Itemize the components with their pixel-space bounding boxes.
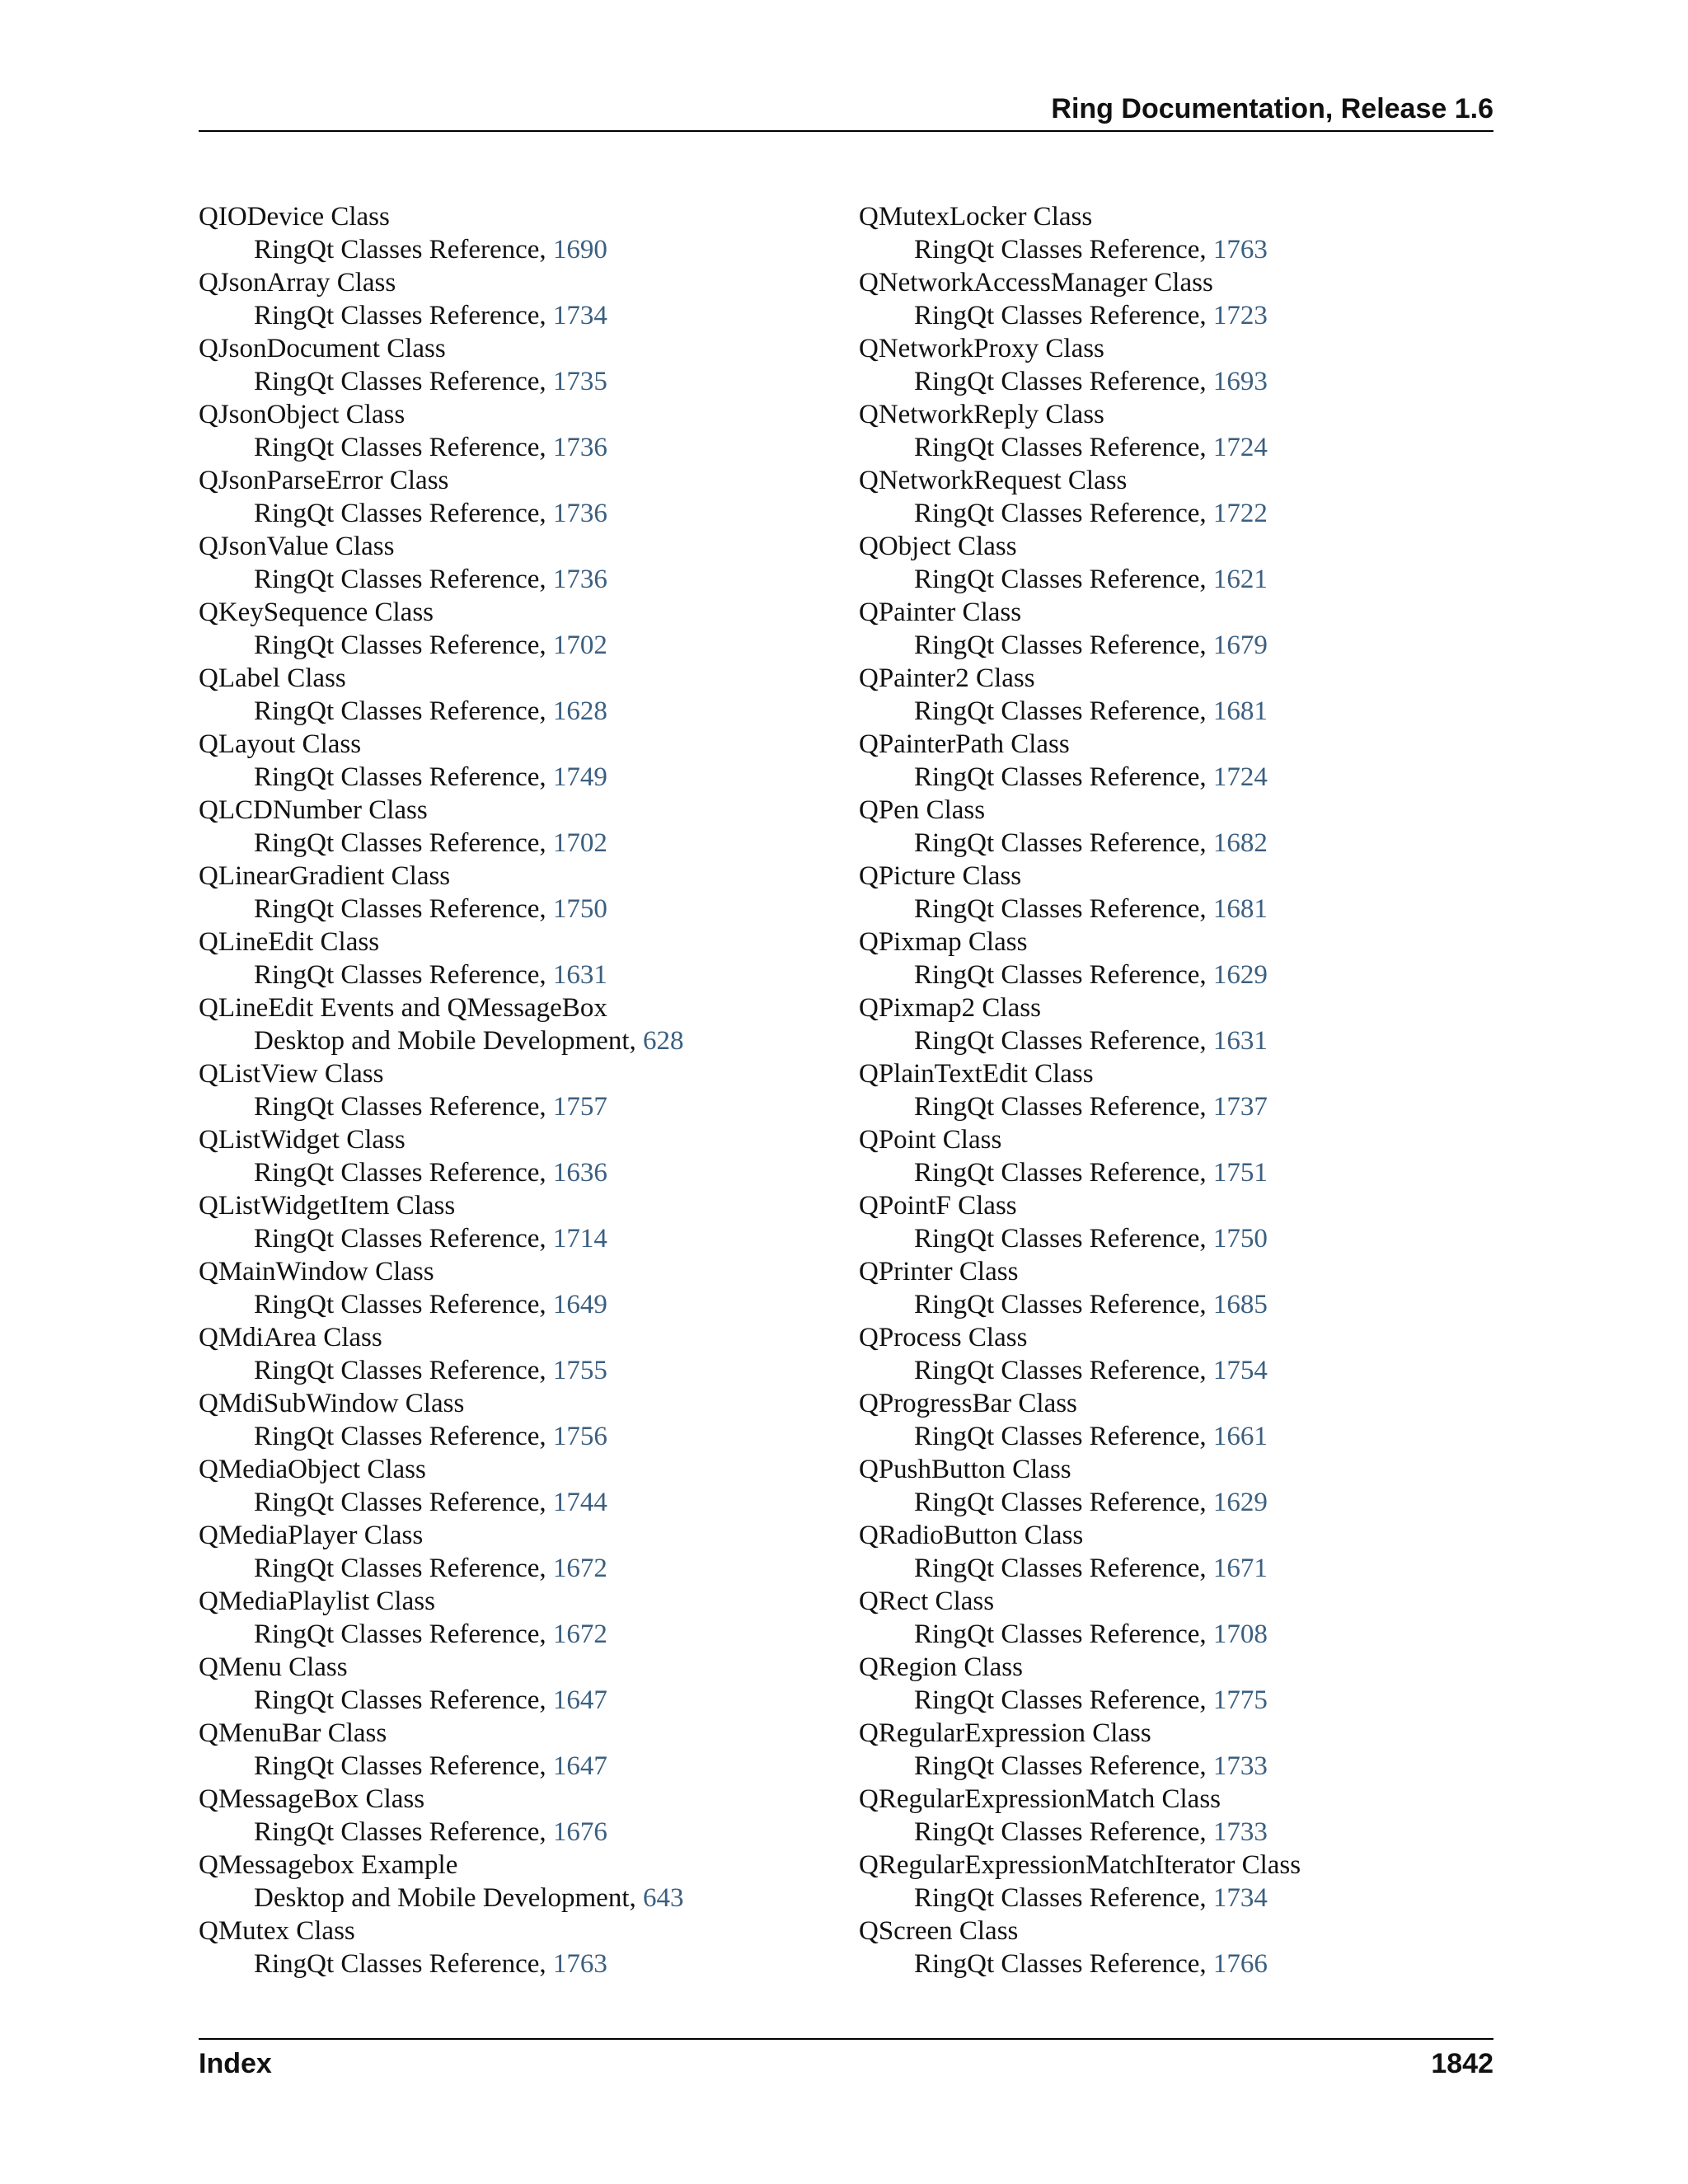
index-entry xyxy=(199,1321,842,1387)
index-ref-label: RingQt Classes Reference xyxy=(914,1224,1200,1254)
index-page-link[interactable]: 1735 xyxy=(552,367,607,396)
index-entry xyxy=(859,1849,1502,1915)
index-ref-label: RingQt Classes Reference xyxy=(914,433,1200,462)
index-subentry: RingQt Classes Reference, 1714 xyxy=(254,1224,607,1254)
index-term: QProgressBar Class xyxy=(859,1389,1077,1418)
index-subentry: RingQt Classes Reference, 1736 xyxy=(254,499,607,528)
index-page-link[interactable]: 1631 xyxy=(552,960,607,990)
index-subentry: RingQt Classes Reference, 1649 xyxy=(254,1290,607,1319)
index-ref-label: RingQt Classes Reference xyxy=(914,1158,1200,1188)
index-ref-label: RingQt Classes Reference xyxy=(254,960,540,990)
index-entry xyxy=(859,464,1502,530)
index-subentry: RingQt Classes Reference, 1754 xyxy=(914,1356,1268,1385)
index-term: QNetworkProxy Class xyxy=(859,334,1104,363)
index-term: QPoint Class xyxy=(859,1125,1002,1155)
index-page-link[interactable]: 1629 xyxy=(1212,960,1268,990)
index-term: QMessagebox Example xyxy=(199,1850,458,1880)
index-ref-label: RingQt Classes Reference xyxy=(914,696,1200,726)
index-page-link[interactable]: 1757 xyxy=(552,1092,607,1122)
index-ref-label: RingQt Classes Reference xyxy=(254,1619,540,1649)
index-subentry: RingQt Classes Reference, 1682 xyxy=(914,828,1268,858)
index-ref-label: RingQt Classes Reference xyxy=(914,960,1200,990)
index-term: QKeySequence Class xyxy=(199,598,434,627)
index-subentry: RingQt Classes Reference, 1737 xyxy=(914,1092,1268,1122)
index-ref-label: RingQt Classes Reference xyxy=(254,1488,540,1517)
index-term: QPainter2 Class xyxy=(859,663,1035,693)
index-page-link[interactable]: 1631 xyxy=(1212,1026,1268,1056)
index-entry xyxy=(199,1585,842,1651)
index-subentry: RingQt Classes Reference, 1750 xyxy=(914,1224,1268,1254)
index-page-link[interactable]: 1621 xyxy=(1212,565,1268,594)
index-page-link[interactable]: 1714 xyxy=(552,1224,607,1254)
index-entry xyxy=(199,1519,842,1585)
index-entry xyxy=(859,1915,1502,1980)
index-page-link[interactable]: 1672 xyxy=(552,1554,607,1583)
index-entry xyxy=(859,1519,1502,1585)
index-term: QLCDNumber Class xyxy=(199,795,428,825)
index-term: QLineEdit Class xyxy=(199,927,380,957)
index-term: QMenuBar Class xyxy=(199,1718,387,1748)
index-page-link[interactable]: 1751 xyxy=(1212,1158,1268,1188)
index-term: QMediaPlaylist Class xyxy=(199,1586,435,1616)
index-ref-label: RingQt Classes Reference xyxy=(254,565,540,594)
index-subentry: RingQt Classes Reference, 1702 xyxy=(254,630,607,660)
index-term: QJsonDocument Class xyxy=(199,334,446,363)
index-ref-label: RingQt Classes Reference xyxy=(914,1554,1200,1583)
index-subentry: RingQt Classes Reference, 1723 xyxy=(914,301,1268,330)
index-term: QMediaObject Class xyxy=(199,1455,426,1484)
index-term: QMdiSubWindow Class xyxy=(199,1389,465,1418)
index-entry xyxy=(859,1585,1502,1651)
index-subentry: RingQt Classes Reference, 1681 xyxy=(914,696,1268,726)
index-ref-label: RingQt Classes Reference xyxy=(254,1356,540,1385)
index-subentry: RingQt Classes Reference, 1679 xyxy=(914,630,1268,660)
index-page-link[interactable]: 1722 xyxy=(1212,499,1268,528)
index-term: QPixmap Class xyxy=(859,927,1028,957)
index-subentry: Desktop and Mobile Development, 643 xyxy=(254,1883,684,1913)
index-term: QLineEdit Events and QMessageBox xyxy=(199,993,607,1023)
index-page-link[interactable]: 1676 xyxy=(552,1817,607,1847)
index-page-link[interactable]: 1685 xyxy=(1212,1290,1268,1319)
index-subentry: RingQt Classes Reference, 1708 xyxy=(914,1619,1268,1649)
index-subentry: RingQt Classes Reference, 1757 xyxy=(254,1092,607,1122)
index-page-link[interactable]: 1690 xyxy=(552,235,607,265)
index-entry xyxy=(859,1717,1502,1783)
index-page-link[interactable]: 1724 xyxy=(1212,762,1268,792)
index-entry xyxy=(859,1189,1502,1255)
index-entry xyxy=(199,200,842,266)
index-page-link[interactable]: 1734 xyxy=(1212,1883,1268,1913)
index-term: QRegularExpressionMatchIterator Class xyxy=(859,1850,1301,1880)
index-ref-label: RingQt Classes Reference xyxy=(254,828,540,858)
index-entry xyxy=(859,266,1502,332)
index-term: QMdiArea Class xyxy=(199,1323,382,1352)
index-term: QLabel Class xyxy=(199,663,346,693)
index-entry xyxy=(199,1057,842,1123)
index-entry xyxy=(199,794,842,860)
index-subentry: RingQt Classes Reference, 1734 xyxy=(254,301,607,330)
index-term: QJsonArray Class xyxy=(199,268,396,298)
index-entry xyxy=(199,398,842,464)
index-entry xyxy=(199,1915,842,1980)
index-ref-label: RingQt Classes Reference xyxy=(914,367,1200,396)
index-ref-label: RingQt Classes Reference xyxy=(254,630,540,660)
index-ref-label: RingQt Classes Reference xyxy=(914,235,1200,265)
index-subentry: RingQt Classes Reference, 1671 xyxy=(914,1554,1268,1583)
index-subentry: RingQt Classes Reference, 1736 xyxy=(254,565,607,594)
index-entry xyxy=(199,926,842,991)
index-term: QMutexLocker Class xyxy=(859,202,1093,232)
index-entry xyxy=(859,1123,1502,1189)
index-subentry: RingQt Classes Reference, 1749 xyxy=(254,762,607,792)
index-entry xyxy=(859,991,1502,1057)
index-subentry: RingQt Classes Reference, 1766 xyxy=(914,1949,1268,1979)
index-subentry: RingQt Classes Reference, 1733 xyxy=(914,1751,1268,1781)
index-page-link[interactable]: 1736 xyxy=(552,433,607,462)
index-subentry: RingQt Classes Reference, 1756 xyxy=(254,1422,607,1451)
index-ref-label: RingQt Classes Reference xyxy=(914,630,1200,660)
index-term: QNetworkAccessManager Class xyxy=(859,268,1213,298)
index-term: QPlainTextEdit Class xyxy=(859,1059,1094,1089)
index-subentry: RingQt Classes Reference, 1621 xyxy=(914,565,1268,594)
index-page-link[interactable]: 1750 xyxy=(552,894,607,924)
index-term: QPainter Class xyxy=(859,598,1022,627)
index-entry xyxy=(859,332,1502,398)
index-page-link[interactable]: 1723 xyxy=(1212,301,1268,330)
index-term: QJsonValue Class xyxy=(199,532,395,561)
index-entry xyxy=(199,1123,842,1189)
index-page-link[interactable]: 628 xyxy=(643,1026,684,1056)
index-term: QListWidgetItem Class xyxy=(199,1191,456,1221)
index-term: QListView Class xyxy=(199,1059,384,1089)
index-page-link[interactable]: 1661 xyxy=(1212,1422,1268,1451)
index-term: QPixmap2 Class xyxy=(859,993,1041,1023)
index-entry xyxy=(199,464,842,530)
index-subentry: RingQt Classes Reference, 1629 xyxy=(914,960,1268,990)
index-entry xyxy=(859,926,1502,991)
index-entry xyxy=(199,1387,842,1453)
index-term: QMainWindow Class xyxy=(199,1257,434,1286)
index-entry xyxy=(859,1651,1502,1717)
index-ref-label: RingQt Classes Reference xyxy=(254,894,540,924)
index-ref-label: RingQt Classes Reference xyxy=(254,696,540,726)
index-entry xyxy=(199,266,842,332)
index-page-link[interactable]: 1763 xyxy=(1212,235,1268,265)
index-entry xyxy=(199,1717,842,1783)
index-term: QPicture Class xyxy=(859,861,1022,891)
index-subentry: RingQt Classes Reference, 1735 xyxy=(254,367,607,396)
index-term: QJsonParseError Class xyxy=(199,466,449,495)
index-subentry: RingQt Classes Reference, 1631 xyxy=(914,1026,1268,1056)
index-subentry: RingQt Classes Reference, 1763 xyxy=(254,1949,607,1979)
index-entry xyxy=(859,860,1502,926)
index-page-link[interactable]: 1733 xyxy=(1212,1751,1268,1781)
index-ref-label: RingQt Classes Reference xyxy=(914,499,1200,528)
index-subentry: RingQt Classes Reference, 1681 xyxy=(914,894,1268,924)
index-term: QPainterPath Class xyxy=(859,729,1070,759)
index-ref-label: RingQt Classes Reference xyxy=(914,1619,1200,1649)
index-term: QNetworkReply Class xyxy=(859,400,1104,429)
index-subentry: RingQt Classes Reference, 1751 xyxy=(914,1158,1268,1188)
index-page-link[interactable]: 1681 xyxy=(1212,894,1268,924)
index-subentry: RingQt Classes Reference, 1722 xyxy=(914,499,1268,528)
index-entry xyxy=(199,1783,842,1849)
index-page-link[interactable]: 1724 xyxy=(1212,433,1268,462)
index-entry xyxy=(859,728,1502,794)
index-ref-label: RingQt Classes Reference xyxy=(254,1224,540,1254)
index-entry xyxy=(199,596,842,662)
index-page-link[interactable]: 1702 xyxy=(552,828,607,858)
index-page-link[interactable]: 1734 xyxy=(552,301,607,330)
index-entry xyxy=(199,860,842,926)
index-entry xyxy=(859,1453,1502,1519)
index-subentry: RingQt Classes Reference, 1733 xyxy=(914,1817,1268,1847)
index-page-link[interactable]: 1702 xyxy=(552,630,607,660)
index-subentry: RingQt Classes Reference, 1676 xyxy=(254,1817,607,1847)
index-page-link[interactable]: 1754 xyxy=(1212,1356,1268,1385)
index-subentry: RingQt Classes Reference, 1636 xyxy=(254,1158,607,1188)
index-page-link[interactable]: 1708 xyxy=(1212,1619,1268,1649)
index-page-link[interactable]: 1649 xyxy=(552,1290,607,1319)
index-entry xyxy=(199,332,842,398)
index-ref-label: RingQt Classes Reference xyxy=(254,1751,540,1781)
index-ref-label: RingQt Classes Reference xyxy=(254,1290,540,1319)
index-page-link[interactable]: 1733 xyxy=(1212,1817,1268,1847)
index-entry xyxy=(199,662,842,728)
index-term: QNetworkRequest Class xyxy=(859,466,1128,495)
index-entry xyxy=(199,991,842,1057)
index-subentry: RingQt Classes Reference, 1702 xyxy=(254,828,607,858)
footer-page-number: 1842 xyxy=(1431,2048,1493,2079)
index-subentry: RingQt Classes Reference, 1647 xyxy=(254,1685,607,1715)
index-subentry: RingQt Classes Reference, 1672 xyxy=(254,1554,607,1583)
index-page-link[interactable]: 1756 xyxy=(552,1422,607,1451)
index-entry xyxy=(859,1387,1502,1453)
index-page-link[interactable]: 1750 xyxy=(1212,1224,1268,1254)
index-ref-label: RingQt Classes Reference xyxy=(254,499,540,528)
index-entry xyxy=(199,1453,842,1519)
index-ref-label: RingQt Classes Reference xyxy=(254,1422,540,1451)
index-entry xyxy=(859,200,1502,266)
index-column-left xyxy=(199,200,842,1980)
index-page-link[interactable]: 1775 xyxy=(1212,1685,1268,1715)
index-ref-label: RingQt Classes Reference xyxy=(914,301,1200,330)
index-term: QLinearGradient Class xyxy=(199,861,451,891)
index-page-link[interactable]: 1636 xyxy=(552,1158,607,1188)
index-ref-label: RingQt Classes Reference xyxy=(254,301,540,330)
index-ref-label: RingQt Classes Reference xyxy=(254,1817,540,1847)
index-term: QPointF Class xyxy=(859,1191,1017,1221)
index-ref-label: Desktop and Mobile Development xyxy=(254,1026,630,1056)
index-entry xyxy=(859,530,1502,596)
index-subentry: RingQt Classes Reference, 1629 xyxy=(914,1488,1268,1517)
index-ref-label: RingQt Classes Reference xyxy=(914,1092,1200,1122)
footer-section-label: Index xyxy=(199,2048,272,2079)
index-page-link[interactable]: 1763 xyxy=(552,1949,607,1979)
index-subentry: RingQt Classes Reference, 1734 xyxy=(914,1883,1268,1913)
index-page-link[interactable]: 1749 xyxy=(552,762,607,792)
index-ref-label: RingQt Classes Reference xyxy=(914,1949,1200,1979)
index-subentry: RingQt Classes Reference, 1672 xyxy=(254,1619,607,1649)
index-term: QPen Class xyxy=(859,795,986,825)
index-term: QPrinter Class xyxy=(859,1257,1019,1286)
index-subentry: RingQt Classes Reference, 1724 xyxy=(914,433,1268,462)
index-ref-label: RingQt Classes Reference xyxy=(914,828,1200,858)
header-divider xyxy=(199,130,1493,132)
index-ref-label: RingQt Classes Reference xyxy=(914,565,1200,594)
index-term: QListWidget Class xyxy=(199,1125,406,1155)
index-term: QScreen Class xyxy=(859,1916,1019,1946)
index-entry xyxy=(199,1849,842,1915)
index-term: QObject Class xyxy=(859,532,1017,561)
index-entry xyxy=(859,398,1502,464)
index-page-link[interactable]: 643 xyxy=(643,1883,684,1913)
index-page-link[interactable]: 1736 xyxy=(552,565,607,594)
index-ref-label: RingQt Classes Reference xyxy=(254,1092,540,1122)
index-entry xyxy=(859,1321,1502,1387)
index-subentry: RingQt Classes Reference, 1685 xyxy=(914,1290,1268,1319)
index-ref-label: RingQt Classes Reference xyxy=(254,1554,540,1583)
index-subentry: RingQt Classes Reference, 1775 xyxy=(914,1685,1268,1715)
index-subentry: RingQt Classes Reference, 1628 xyxy=(254,696,607,726)
index-page-link[interactable]: 1736 xyxy=(552,499,607,528)
index-term: QRect Class xyxy=(859,1586,995,1616)
index-page-link[interactable]: 1681 xyxy=(1212,696,1268,726)
index-term: QMenu Class xyxy=(199,1652,348,1682)
index-page-link[interactable]: 1629 xyxy=(1212,1488,1268,1517)
index-term: QIODevice Class xyxy=(199,202,390,232)
index-entry xyxy=(859,1783,1502,1849)
index-entry xyxy=(199,728,842,794)
index-page-link[interactable]: 1682 xyxy=(1212,828,1268,858)
index-entry xyxy=(859,1057,1502,1123)
index-term: QMessageBox Class xyxy=(199,1784,425,1814)
index-entry xyxy=(859,662,1502,728)
index-page-link[interactable]: 1647 xyxy=(552,1751,607,1781)
index-ref-label: RingQt Classes Reference xyxy=(254,762,540,792)
index-subentry: RingQt Classes Reference, 1693 xyxy=(914,367,1268,396)
index-page-link[interactable]: 1744 xyxy=(552,1488,607,1517)
index-subentry: RingQt Classes Reference, 1736 xyxy=(254,433,607,462)
index-ref-label: RingQt Classes Reference xyxy=(914,1685,1200,1715)
index-ref-label: RingQt Classes Reference xyxy=(254,1158,540,1188)
page-header-title: Ring Documentation, Release 1.6 xyxy=(1051,93,1493,124)
index-subentry: RingQt Classes Reference, 1755 xyxy=(254,1356,607,1385)
index-term: QRegularExpression Class xyxy=(859,1718,1151,1748)
index-subentry: RingQt Classes Reference, 1661 xyxy=(914,1422,1268,1451)
index-term: QRegion Class xyxy=(859,1652,1023,1682)
index-column-right xyxy=(859,200,1502,1980)
index-ref-label: RingQt Classes Reference xyxy=(254,1949,540,1979)
index-term: QMutex Class xyxy=(199,1916,355,1946)
index-ref-label: RingQt Classes Reference xyxy=(254,235,540,265)
index-ref-label: RingQt Classes Reference xyxy=(914,1422,1200,1451)
index-subentry: RingQt Classes Reference, 1631 xyxy=(254,960,607,990)
index-page-link[interactable]: 1679 xyxy=(1212,630,1268,660)
index-ref-label: RingQt Classes Reference xyxy=(914,1290,1200,1319)
index-ref-label: RingQt Classes Reference xyxy=(914,1026,1200,1056)
index-ref-label: RingQt Classes Reference xyxy=(254,367,540,396)
index-page-link[interactable]: 1755 xyxy=(552,1356,607,1385)
index-term: QPushButton Class xyxy=(859,1455,1071,1484)
index-ref-label: RingQt Classes Reference xyxy=(914,1883,1200,1913)
index-page-link[interactable]: 1693 xyxy=(1212,367,1268,396)
index-entry xyxy=(199,530,842,596)
index-entry xyxy=(859,794,1502,860)
index-term: QLayout Class xyxy=(199,729,362,759)
index-page-link[interactable]: 1766 xyxy=(1212,1949,1268,1979)
index-term: QProcess Class xyxy=(859,1323,1028,1352)
index-subentry: RingQt Classes Reference, 1724 xyxy=(914,762,1268,792)
index-subentry: RingQt Classes Reference, 1750 xyxy=(254,894,607,924)
index-entry xyxy=(199,1651,842,1717)
index-ref-label: RingQt Classes Reference xyxy=(914,1488,1200,1517)
index-page-link[interactable]: 1628 xyxy=(552,696,607,726)
index-ref-label: RingQt Classes Reference xyxy=(914,762,1200,792)
index-ref-label: RingQt Classes Reference xyxy=(914,1817,1200,1847)
index-term: QJsonObject Class xyxy=(199,400,406,429)
index-subentry: RingQt Classes Reference, 1763 xyxy=(914,235,1268,265)
footer-divider xyxy=(199,2038,1493,2040)
index-ref-label: RingQt Classes Reference xyxy=(254,433,540,462)
index-subentry: RingQt Classes Reference, 1647 xyxy=(254,1751,607,1781)
index-entry xyxy=(199,1255,842,1321)
index-entry xyxy=(199,1189,842,1255)
index-ref-label: RingQt Classes Reference xyxy=(914,894,1200,924)
index-page-link[interactable]: 1647 xyxy=(552,1685,607,1715)
index-ref-label: RingQt Classes Reference xyxy=(914,1751,1200,1781)
index-ref-label: Desktop and Mobile Development xyxy=(254,1883,630,1913)
index-ref-label: RingQt Classes Reference xyxy=(254,1685,540,1715)
index-term: QRegularExpressionMatch Class xyxy=(859,1784,1221,1814)
index-entry xyxy=(859,1255,1502,1321)
index-subentry: Desktop and Mobile Development, 628 xyxy=(254,1026,684,1056)
index-page-link[interactable]: 1671 xyxy=(1212,1554,1268,1583)
index-page-link[interactable]: 1672 xyxy=(552,1619,607,1649)
index-entry xyxy=(859,596,1502,662)
index-term: QMediaPlayer Class xyxy=(199,1521,424,1550)
index-page-link[interactable]: 1737 xyxy=(1212,1092,1268,1122)
index-term: QRadioButton Class xyxy=(859,1521,1084,1550)
index-subentry: RingQt Classes Reference, 1744 xyxy=(254,1488,607,1517)
index-ref-label: RingQt Classes Reference xyxy=(914,1356,1200,1385)
index-subentry: RingQt Classes Reference, 1690 xyxy=(254,235,607,265)
